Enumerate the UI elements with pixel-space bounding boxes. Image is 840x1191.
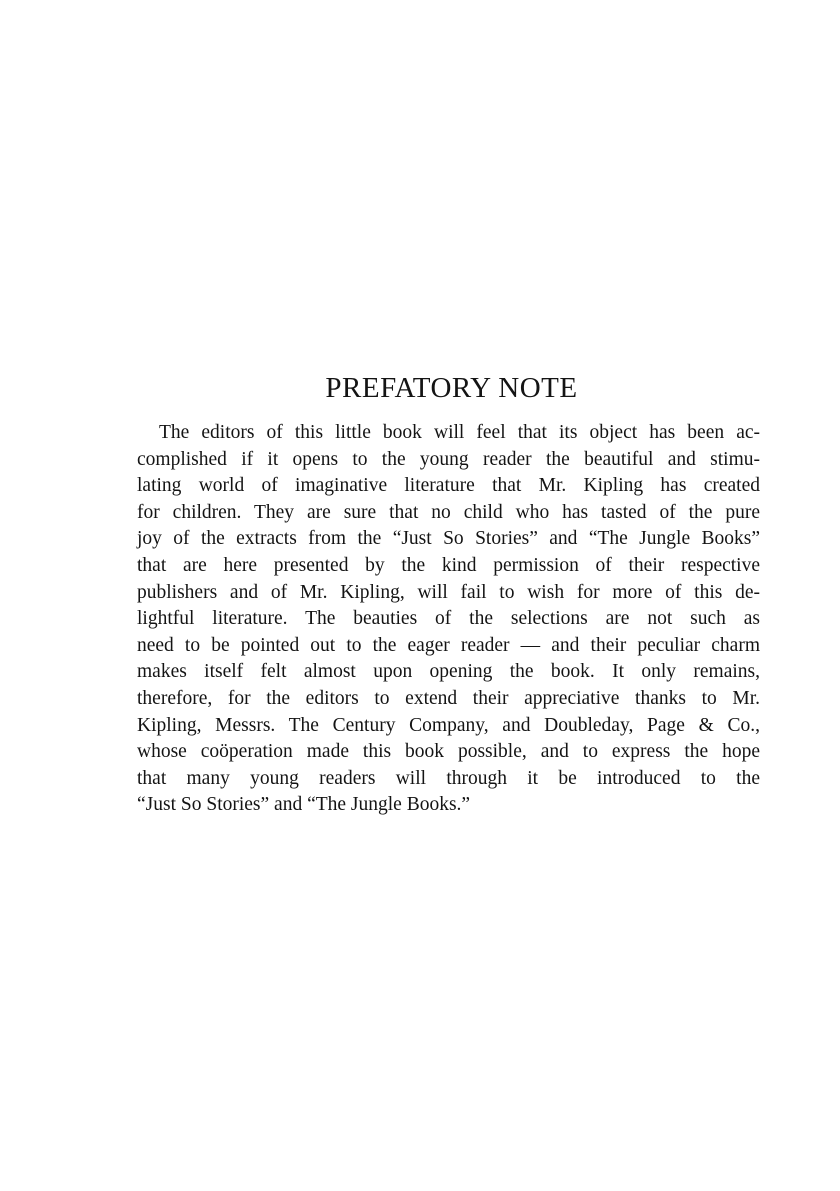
paragraph-line: that many young readers will through it be introduced to the — [137, 767, 760, 789]
paragraph-line: whose coöperation made this book possible, and to express the hope — [137, 741, 760, 763]
paragraph-line: joy of the extracts from the “Just So Stories” and “The Jungle Books” — [137, 528, 760, 550]
paragraph-line: therefore, for the editors to extend their appreciative thanks to Mr. — [137, 687, 760, 709]
paragraph-line: publishers and of Mr. Kipling, will fail to wish for more of this de- — [137, 581, 760, 603]
paragraph-line: lating world of imaginative literature that Mr. Kipling has created — [137, 475, 760, 497]
paragraph-line: The editors of this little book will feel that its object has been ac- — [159, 422, 760, 443]
paragraph-line: need to be pointed out to the eager reader — and their peculiar charm — [137, 634, 760, 656]
paragraph-line: makes itself felt almost upon opening the book. It only remains, — [137, 661, 760, 683]
paragraph-line: Kipling, Messrs. The Century Company, and Doubleday, Page & Co., — [137, 714, 760, 736]
page-title: PREFATORY NOTE — [325, 372, 578, 404]
paragraph-line: “Just So Stories” and “The Jungle Books.” — [137, 794, 471, 816]
paragraph-line: that are here presented by the kind permission of their respective — [137, 554, 760, 576]
prefatory-note — [115, 368, 760, 819]
paragraph-line: lightful literature. The beauties of the selections are not such as — [137, 608, 760, 630]
prefatory-paragraph — [115, 420, 760, 819]
paragraph-line: complished if it opens to the young reader the beautiful and stimu- — [137, 448, 760, 470]
paragraph-line: for children. They are sure that no child who has tasted of the pure — [137, 501, 760, 523]
